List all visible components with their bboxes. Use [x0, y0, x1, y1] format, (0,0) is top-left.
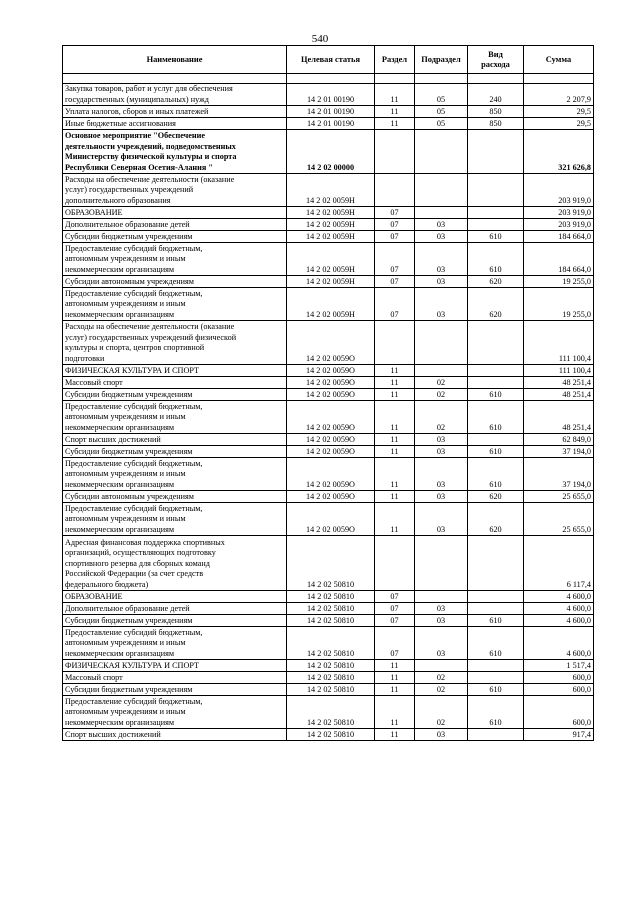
row-target-article: 14 2 02 0059О — [287, 401, 375, 434]
row-subsection: 03 — [415, 729, 468, 741]
row-subsection: 03 — [415, 615, 468, 627]
budget-table — [62, 45, 594, 741]
row-name: Основное мероприятие "Обеспечение деятельности учреждений, подведомственных Министерству физической культуры и спорта Республики Северная Осетия-Алания " — [63, 130, 287, 174]
row-subsection: 03 — [415, 243, 468, 276]
row-subsection: 02 — [415, 389, 468, 401]
row-expense-type: 240 — [468, 84, 524, 106]
row-section: 11 — [375, 660, 415, 672]
row-target-article: 14 2 02 0059О — [287, 389, 375, 401]
row-target-article: 14 2 02 00000 — [287, 130, 375, 174]
table-row — [63, 660, 594, 672]
row-name: Дополнительное образование детей — [63, 219, 287, 231]
row-section: 11 — [375, 106, 415, 118]
row-section: 11 — [375, 389, 415, 401]
table-row — [63, 377, 594, 389]
row-sum: 600,0 — [524, 684, 594, 696]
spacer-row — [63, 74, 594, 84]
row-expense-type — [468, 591, 524, 603]
row-expense-type — [468, 219, 524, 231]
row-subsection: 03 — [415, 231, 468, 243]
row-name: Расходы на обеспечение деятельности (оказание услуг) государственных учреждений физической культуры и спорта, центров спортивной подготовки — [63, 321, 287, 365]
row-section: 07 — [375, 627, 415, 660]
row-expense-type — [468, 365, 524, 377]
row-sum: 600,0 — [524, 672, 594, 684]
row-name: Предоставление субсидий бюджетным, автономным учреждениям и иным некоммерческим организациям — [63, 627, 287, 660]
row-sum: 184 664,0 — [524, 231, 594, 243]
row-sum: 37 194,0 — [524, 446, 594, 458]
table-row — [63, 174, 594, 207]
row-subsection: 03 — [415, 288, 468, 321]
row-sum: 4 600,0 — [524, 591, 594, 603]
row-name: Предоставление субсидий бюджетным, автономным учреждениям и иным некоммерческим организациям — [63, 503, 287, 536]
table-body — [63, 74, 594, 741]
row-expense-type — [468, 130, 524, 174]
row-target-article: 14 2 02 0059О — [287, 458, 375, 491]
row-subsection — [415, 365, 468, 377]
table-row — [63, 696, 594, 729]
row-sum: 48 251,4 — [524, 401, 594, 434]
row-section: 11 — [375, 729, 415, 741]
row-expense-type: 610 — [468, 615, 524, 627]
row-sum: 600,0 — [524, 696, 594, 729]
row-name: Субсидии бюджетным учреждениям — [63, 615, 287, 627]
row-section: 11 — [375, 672, 415, 684]
row-target-article: 14 2 02 0059Н — [287, 276, 375, 288]
row-section: 07 — [375, 288, 415, 321]
row-section: 11 — [375, 401, 415, 434]
row-subsection: 03 — [415, 603, 468, 615]
row-expense-type — [468, 321, 524, 365]
row-sum: 48 251,4 — [524, 389, 594, 401]
table-row — [63, 118, 594, 130]
row-name: ОБРАЗОВАНИЕ — [63, 207, 287, 219]
row-name: Массовый спорт — [63, 672, 287, 684]
table-row — [63, 615, 594, 627]
row-section: 07 — [375, 603, 415, 615]
row-expense-type — [468, 729, 524, 741]
row-sum: 2 207,9 — [524, 84, 594, 106]
row-expense-type — [468, 672, 524, 684]
row-subsection: 02 — [415, 684, 468, 696]
row-sum: 25 655,0 — [524, 491, 594, 503]
table-row — [63, 503, 594, 536]
row-section: 11 — [375, 434, 415, 446]
row-target-article: 14 2 02 50810 — [287, 591, 375, 603]
row-subsection — [415, 207, 468, 219]
row-target-article: 14 2 02 50810 — [287, 536, 375, 591]
header-sum: Сумма — [524, 46, 594, 74]
header-target-article: Целевая статья — [287, 46, 375, 74]
row-target-article: 14 2 02 50810 — [287, 696, 375, 729]
row-name: Дополнительное образование детей — [63, 603, 287, 615]
row-name: Субсидии бюджетным учреждениям — [63, 231, 287, 243]
row-subsection — [415, 591, 468, 603]
row-expense-type: 620 — [468, 503, 524, 536]
row-subsection — [415, 536, 468, 591]
row-target-article: 14 2 02 0059Н — [287, 219, 375, 231]
row-sum: 203 919,0 — [524, 174, 594, 207]
row-target-article: 14 2 02 50810 — [287, 627, 375, 660]
row-expense-type: 610 — [468, 684, 524, 696]
row-section: 11 — [375, 491, 415, 503]
table-row — [63, 446, 594, 458]
table-row — [63, 458, 594, 491]
row-expense-type — [468, 207, 524, 219]
row-name: Уплата налогов, сборов и иных платежей — [63, 106, 287, 118]
row-sum: 4 600,0 — [524, 627, 594, 660]
row-target-article: 14 2 02 50810 — [287, 603, 375, 615]
row-subsection: 02 — [415, 401, 468, 434]
table-row — [63, 434, 594, 446]
row-sum: 1 517,4 — [524, 660, 594, 672]
row-target-article: 14 2 02 0059Н — [287, 207, 375, 219]
row-sum: 19 255,0 — [524, 276, 594, 288]
table-row — [63, 231, 594, 243]
row-section: 11 — [375, 503, 415, 536]
row-name: Предоставление субсидий бюджетным, автономным учреждениям и иным некоммерческим организациям — [63, 243, 287, 276]
table-row — [63, 672, 594, 684]
table-row — [63, 219, 594, 231]
row-sum: 321 626,8 — [524, 130, 594, 174]
row-sum: 62 849,0 — [524, 434, 594, 446]
row-subsection: 03 — [415, 503, 468, 536]
row-section — [375, 130, 415, 174]
table-row — [63, 365, 594, 377]
table-row — [63, 288, 594, 321]
row-name: Расходы на обеспечение деятельности (оказание услуг) государственных учреждений дополнительного образования — [63, 174, 287, 207]
row-expense-type: 620 — [468, 276, 524, 288]
row-expense-type — [468, 536, 524, 591]
row-target-article: 14 2 02 0059Н — [287, 231, 375, 243]
table-row — [63, 591, 594, 603]
row-name: Субсидии автономным учреждениям — [63, 491, 287, 503]
row-expense-type: 610 — [468, 458, 524, 491]
table-row — [63, 276, 594, 288]
row-section: 07 — [375, 207, 415, 219]
row-subsection: 03 — [415, 434, 468, 446]
row-sum: 111 100,4 — [524, 321, 594, 365]
row-target-article: 14 2 02 50810 — [287, 684, 375, 696]
row-subsection — [415, 130, 468, 174]
row-name: Предоставление субсидий бюджетным, автономным учреждениям и иным некоммерческим организациям — [63, 696, 287, 729]
row-section: 11 — [375, 684, 415, 696]
table-row — [63, 536, 594, 591]
row-target-article: 14 2 01 00190 — [287, 106, 375, 118]
row-section: 07 — [375, 615, 415, 627]
row-sum: 6 117,4 — [524, 536, 594, 591]
row-expense-type: 610 — [468, 389, 524, 401]
row-subsection: 02 — [415, 696, 468, 729]
row-sum: 37 194,0 — [524, 458, 594, 491]
row-subsection: 05 — [415, 84, 468, 106]
row-name: ФИЗИЧЕСКАЯ КУЛЬТУРА И СПОРТ — [63, 365, 287, 377]
table-row — [63, 106, 594, 118]
row-expense-type: 610 — [468, 243, 524, 276]
row-section: 07 — [375, 231, 415, 243]
row-expense-type: 610 — [468, 627, 524, 660]
row-section: 07 — [375, 219, 415, 231]
table-row — [63, 491, 594, 503]
row-subsection: 02 — [415, 672, 468, 684]
table-row — [63, 684, 594, 696]
row-section: 07 — [375, 591, 415, 603]
row-section: 11 — [375, 84, 415, 106]
row-section: 07 — [375, 276, 415, 288]
row-name: Субсидии бюджетным учреждениям — [63, 684, 287, 696]
row-subsection: 03 — [415, 627, 468, 660]
row-name: Иные бюджетные ассигнования — [63, 118, 287, 130]
row-expense-type — [468, 660, 524, 672]
row-sum: 4 600,0 — [524, 603, 594, 615]
row-name: Адресная финансовая поддержка спортивных организаций, осуществляющих подготовку спортивного резерва для сборных команд Российской Федерации (за счет средств федерального бюджета) — [63, 536, 287, 591]
row-sum: 29,5 — [524, 106, 594, 118]
header-name: Наименование — [63, 46, 287, 74]
row-sum: 203 919,0 — [524, 207, 594, 219]
row-subsection — [415, 321, 468, 365]
row-section: 07 — [375, 243, 415, 276]
row-section: 11 — [375, 696, 415, 729]
row-target-article: 14 2 02 50810 — [287, 672, 375, 684]
table-row — [63, 627, 594, 660]
row-name: Массовый спорт — [63, 377, 287, 389]
row-sum: 917,4 — [524, 729, 594, 741]
row-section: 11 — [375, 458, 415, 491]
page-number: 540 — [311, 33, 329, 45]
row-name: Субсидии бюджетным учреждениям — [63, 446, 287, 458]
row-name: Закупка товаров, работ и услуг для обеспечения государственных (муниципальных) нужд — [63, 84, 287, 106]
row-sum: 203 919,0 — [524, 219, 594, 231]
table-row — [63, 243, 594, 276]
row-subsection: 05 — [415, 118, 468, 130]
row-expense-type: 610 — [468, 696, 524, 729]
row-subsection: 03 — [415, 219, 468, 231]
row-name: Предоставление субсидий бюджетным, автономным учреждениям и иным некоммерческим организациям — [63, 458, 287, 491]
table-row — [63, 401, 594, 434]
table-row — [63, 130, 594, 174]
header-subsection: Подраздел — [415, 46, 468, 74]
row-section: 11 — [375, 446, 415, 458]
header-expense-type: Вид расхода — [468, 46, 524, 74]
row-section: 11 — [375, 377, 415, 389]
row-expense-type: 620 — [468, 491, 524, 503]
row-expense-type: 850 — [468, 106, 524, 118]
row-expense-type — [468, 174, 524, 207]
row-expense-type: 610 — [468, 231, 524, 243]
row-expense-type: 610 — [468, 401, 524, 434]
row-sum: 19 255,0 — [524, 288, 594, 321]
row-expense-type: 620 — [468, 288, 524, 321]
row-sum: 25 655,0 — [524, 503, 594, 536]
row-section — [375, 321, 415, 365]
row-section — [375, 174, 415, 207]
row-name: Субсидии бюджетным учреждениям — [63, 389, 287, 401]
row-target-article: 14 2 02 0059О — [287, 377, 375, 389]
table-row — [63, 84, 594, 106]
row-target-article: 14 2 02 0059Н — [287, 288, 375, 321]
row-subsection: 03 — [415, 491, 468, 503]
row-name: ФИЗИЧЕСКАЯ КУЛЬТУРА И СПОРТ — [63, 660, 287, 672]
row-subsection — [415, 660, 468, 672]
row-name: ОБРАЗОВАНИЕ — [63, 591, 287, 603]
row-target-article: 14 2 01 00190 — [287, 84, 375, 106]
row-target-article: 14 2 02 0059О — [287, 491, 375, 503]
row-name: Предоставление субсидий бюджетным, автономным учреждениям и иным некоммерческим организациям — [63, 288, 287, 321]
header-section: Раздел — [375, 46, 415, 74]
table-row — [63, 729, 594, 741]
row-section — [375, 536, 415, 591]
row-expense-type — [468, 434, 524, 446]
row-target-article: 14 2 02 0059О — [287, 446, 375, 458]
row-target-article: 14 2 01 00190 — [287, 118, 375, 130]
row-sum: 4 600,0 — [524, 615, 594, 627]
row-target-article: 14 2 02 0059О — [287, 503, 375, 536]
row-name: Субсидии автономным учреждениям — [63, 276, 287, 288]
row-subsection — [415, 174, 468, 207]
row-subsection: 05 — [415, 106, 468, 118]
row-subsection: 03 — [415, 276, 468, 288]
row-name: Предоставление субсидий бюджетным, автономным учреждениям и иным некоммерческим организациям — [63, 401, 287, 434]
row-target-article: 14 2 02 50810 — [287, 660, 375, 672]
table-row — [63, 389, 594, 401]
row-subsection: 03 — [415, 446, 468, 458]
row-section: 11 — [375, 365, 415, 377]
row-subsection: 02 — [415, 377, 468, 389]
row-subsection: 03 — [415, 458, 468, 491]
row-target-article: 14 2 02 0059Н — [287, 174, 375, 207]
row-target-article: 14 2 02 0059О — [287, 321, 375, 365]
table-row — [63, 207, 594, 219]
row-name: Спорт высших достижений — [63, 729, 287, 741]
row-sum: 111 100,4 — [524, 365, 594, 377]
table-header-row — [63, 46, 594, 74]
table-row — [63, 603, 594, 615]
row-expense-type: 610 — [468, 446, 524, 458]
row-sum: 184 664,0 — [524, 243, 594, 276]
row-target-article: 14 2 02 0059Н — [287, 243, 375, 276]
row-expense-type — [468, 377, 524, 389]
row-target-article: 14 2 02 0059О — [287, 434, 375, 446]
table-row — [63, 321, 594, 365]
row-sum: 29,5 — [524, 118, 594, 130]
row-target-article: 14 2 02 0059О — [287, 365, 375, 377]
row-expense-type — [468, 603, 524, 615]
row-expense-type: 850 — [468, 118, 524, 130]
row-name: Спорт высших достижений — [63, 434, 287, 446]
row-target-article: 14 2 02 50810 — [287, 615, 375, 627]
row-section: 11 — [375, 118, 415, 130]
row-sum: 48 251,4 — [524, 377, 594, 389]
row-target-article: 14 2 02 50810 — [287, 729, 375, 741]
